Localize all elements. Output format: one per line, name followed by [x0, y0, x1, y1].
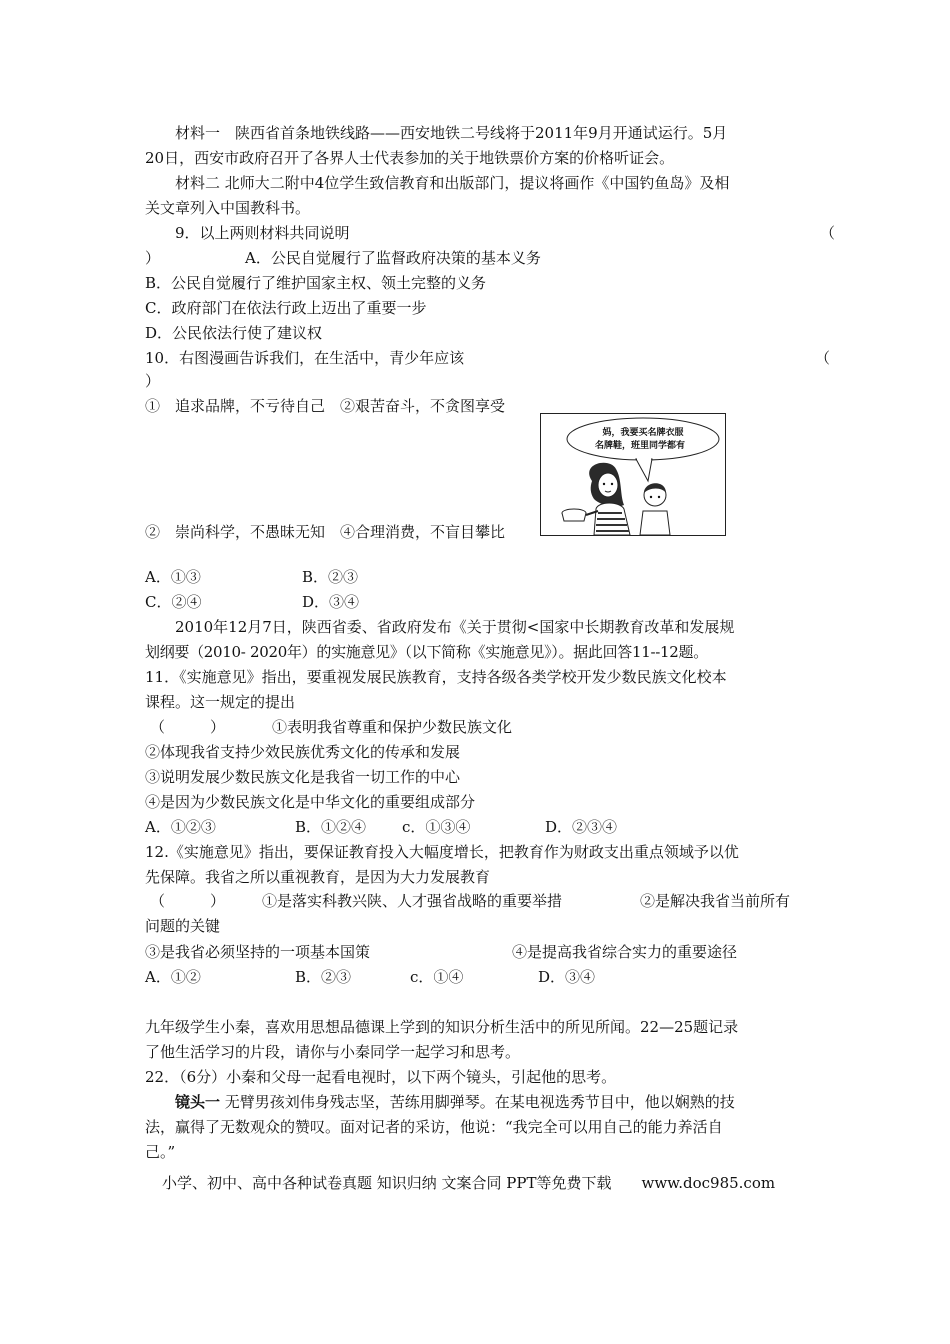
speech-line: 妈，我要买名牌衣服 [602, 428, 684, 438]
option-b: B．②③ [295, 968, 352, 986]
text-line: 2010年12月7日，陕西省委、省政府发布《关于贯彻<国家中长期教育改革和发展规 [175, 618, 735, 636]
option-b: B．公民自觉履行了维护国家主权、领土完整的义务 [145, 274, 487, 292]
question-22: 22．（6分）小秦和父母一起看电视时，以下两个镜头，引起他的思考。 [145, 1068, 617, 1086]
option-b: B．①②④ [295, 818, 367, 836]
option-a: A．①② [145, 968, 201, 986]
text-line: 材料二 北师大二附中4位学生致信教育和出版部门，提议将画作《中国钓鱼岛》及相 [175, 174, 730, 192]
speech-line: 名牌鞋，班里同学都有 [594, 441, 686, 451]
statement-line: 问题的关键 [145, 917, 221, 935]
statement-line: ② 崇尚科学，不愚昧无知 ④合理消费，不盲目攀比 [145, 523, 506, 541]
cartoon-image [540, 413, 726, 536]
answer-paren: （ [820, 224, 836, 242]
option-d: D．③④ [302, 593, 360, 611]
option-b: B．②③ [302, 568, 359, 586]
text-line: 材料一 陕西省首条地铁线路——西安地铁二号线将于2011年9月开通试运行。5月 [175, 124, 728, 142]
option-c: c．①③④ [402, 818, 471, 836]
text-line: 九年级学生小秦，喜欢用思想品德课上学到的知识分析生活中的所见所闻。22—25题记录 [145, 1018, 739, 1036]
text-line: 己。” [145, 1143, 176, 1161]
text-line: 划纲要（2010- 2020年）的实施意见》（以下简称《实施意见》）。据此回答11--12题。 [145, 643, 708, 661]
option-d: D．②③④ [545, 818, 618, 836]
statement-line: ①表明我省尊重和保护少数民族文化 [272, 718, 513, 736]
statement-line: ②是解决我省当前所有 [640, 892, 791, 910]
answer-paren: ） [145, 249, 161, 267]
option-a: A．公民自觉履行了监督政府决策的基本义务 [245, 249, 541, 267]
statement-line: ③说明发展少数民族文化是我省一切工作的中心 [145, 768, 461, 786]
text-line: 了他生活学习的片段，请你与小秦同学一起学习和思考。 [145, 1043, 521, 1061]
statement-line: ④是提高我省综合实力的重要途径 [512, 943, 738, 961]
text-line: 课程。这一规定的提出 [145, 693, 296, 711]
answer-paren: ） [145, 372, 161, 390]
answer-paren: （ ） [150, 892, 226, 910]
answer-paren: （ ） [150, 718, 226, 736]
text-line [175, 1092, 735, 1112]
question-10: 10．右图漫画告诉我们，在生活中，青少年应该 [145, 349, 465, 367]
question-12: 12.《实施意见》指出，要保证教育投入大幅度增长，把教育作为财政支出重点领域予以优 [145, 843, 739, 861]
option-a: A．①③ [145, 568, 201, 586]
text-line: 关文章列入中国教科书。 [145, 199, 311, 217]
statement-line: ②体现我省支持少效民族优秀文化的传承和发展 [145, 743, 461, 761]
question-11: 11．《实施意见》指出，要重视发展民族教育，支持各级各类学校开发少数民族文化校本 [145, 668, 727, 686]
statement-line: ① 追求品牌，不亏待自己 ②艰苦奋斗，不贪图享受 [145, 397, 506, 415]
option-c: C．政府部门在依法行政上迈出了重要一步 [145, 299, 427, 317]
option-d: D．③④ [538, 968, 596, 986]
scene-label: 镜头一 [175, 1093, 221, 1111]
page-footer: 小学、初中、高中各种试卷真题 知识归纳 文案合同 PPT等免费下载 www.doc985.com [162, 1174, 776, 1192]
option-a: A．①②③ [145, 818, 216, 836]
scene-text: 无臂男孩刘伟身残志坚，苦练用脚弹琴。在某电视选秀节目中，他以娴熟的技 [220, 1093, 735, 1111]
option-c: C．②④ [145, 593, 202, 611]
statement-line: ④是因为少数民族文化是中华文化的重要组成部分 [145, 793, 476, 811]
statement-line: ①是落实科教兴陕、人才强省战略的重要举措 [262, 892, 563, 910]
text-line: 20日，西安市政府召开了各界人士代表参加的关于地铁票价方案的价格听证会。 [145, 149, 675, 167]
answer-paren: （ [815, 349, 831, 367]
option-c: c．①④ [410, 968, 464, 986]
question-9: 9．以上两则材料共同说明 [175, 224, 350, 242]
text-line: 先保障。我省之所以重视教育，是因为大力发展教育 [145, 868, 491, 886]
option-d: D．公民依法行使了建议权 [145, 324, 323, 342]
text-line: 法，赢得了无数观众的赞叹。面对记者的采访，他说：“我完全可以用自己的能力养活自 [145, 1118, 723, 1136]
statement-line: ③是我省必须坚持的一项基本国策 [145, 943, 371, 961]
